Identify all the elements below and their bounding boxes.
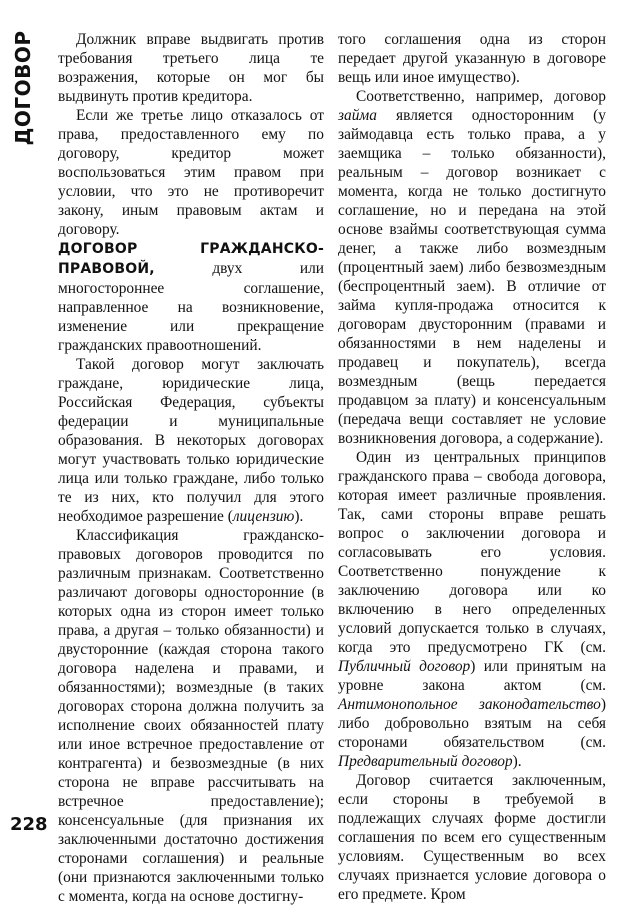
paragraph-continuation: того соглашения одна из сторон передает другой указанную в договоре вещь или иное имущество). bbox=[338, 31, 606, 86]
paragraph-freedom-of-contract: Один из центральных принципов гражданского права – свобода договора, которая имеет различные проявления. Так, сами стороны вправе решать вопрос о заключении договора и согласовывать его условия. Соответственно понуждение к заключению договора или ко включению в него определенных условий допускается только в случаях, когда это предусмотрено ГК (см. Публичный договор) или принятым на уровне закона актом (см. Антимонопольное законодательство) либо добровольно взятым на себя сторонами обязательством (см. Предварительный договор). bbox=[338, 449, 606, 770]
paragraph-debtor-objections: Должник вправе выдвигать против требования третьего лица те возражения, которые он мог бы выдвинуть против кредитора. bbox=[58, 31, 324, 105]
dictionary-entry bbox=[58, 239, 324, 355]
italic-term-license: лицензию bbox=[232, 508, 295, 525]
page-number: 228 bbox=[10, 814, 48, 835]
cross-reference-preliminary-contract: Предварительный договор bbox=[338, 753, 513, 770]
running-head-text: ДОГОВОР bbox=[11, 30, 35, 146]
paragraph-conclusion-of-contract: Договор считается заключенным, если стороны в требуемой в подлежащих случаях форме достигли соглашения по всем его существенным условиям. Существенным во всех случаях признается условие договора о его предмете. Кром bbox=[338, 772, 606, 903]
right-column bbox=[338, 30, 606, 904]
paragraph-loan-example: Соответственно, например, договор займа является односторонним (у займодавца есть только права, а у заемщика – только обязанности), реальным – договор возникает с момента, когда не только достигнуто соглашение, но и передана на этой основе взаймы соответствующая сумма денег, а также либо возмездным (процентный заем) либо безвозмездным (беспроцентный заем). В отличие от займа купля-продажа относится к договорам двусторонним (правами и обязанностями в нем наделены и продавец и покупатель), всегда возмездным (вещь передается продавцом за плату) и консенсуальным (передача вещи составляет не условие возникновения договора, а содержание). bbox=[338, 88, 606, 447]
cross-reference-antimonopoly-law: Антимонопольное законодательство bbox=[338, 696, 601, 713]
italic-term-loan: займа bbox=[338, 107, 377, 124]
cross-reference-public-contract: Публичный договор bbox=[338, 658, 471, 675]
entry-definition: двух или многостороннее соглашение, направленное на возникновение, изменение или прекращение гражданских правоотношений. bbox=[58, 260, 324, 354]
left-column bbox=[58, 30, 324, 906]
paragraph-classification: Классификация гражданско-правовых договоров проводится по различным признакам. Соответственно различают договоры односторонние (в которых одна из сторон имеет только права, а другая – только обязанности) и двусторонние (каждая сторона такого договора наделена и правами, и обязанностями); возмездные (в таких договорах сторона должна получить за исполнение своих обязанностей плату или иное встречное предоставление от контрагента) и безвозмездные (в них сторона не вправе рассчитывать на встречное предоставление); консенсуальные (для признания их заключенными достаточно достижения сторонами соглашения) и реальные (они признаются заключенными только с момента, когда на основе достигну- bbox=[58, 527, 324, 905]
paragraph-parties: Такой договор могут заключать граждане, юридические лица, Российская Федерация, субъекты федерации и муниципальные образования. В некоторых договорах могут участвовать только юридические лица или только граждане, либо только те из них, кто получил для этого необходимое разрешение (лицензию). bbox=[58, 356, 324, 525]
entry-headword: ДОГОВОР ГРАЖДАНСКО-ПРАВОВОЙ, bbox=[58, 241, 324, 277]
paragraph-third-party-refusal: Если же третье лицо отказалось от права, предоставленного ему по договору, кредитор может воспользоваться этим правом при условии, что это не противоречит закону, иным правовым актам и договору. bbox=[58, 107, 324, 238]
running-head bbox=[6, 30, 40, 146]
